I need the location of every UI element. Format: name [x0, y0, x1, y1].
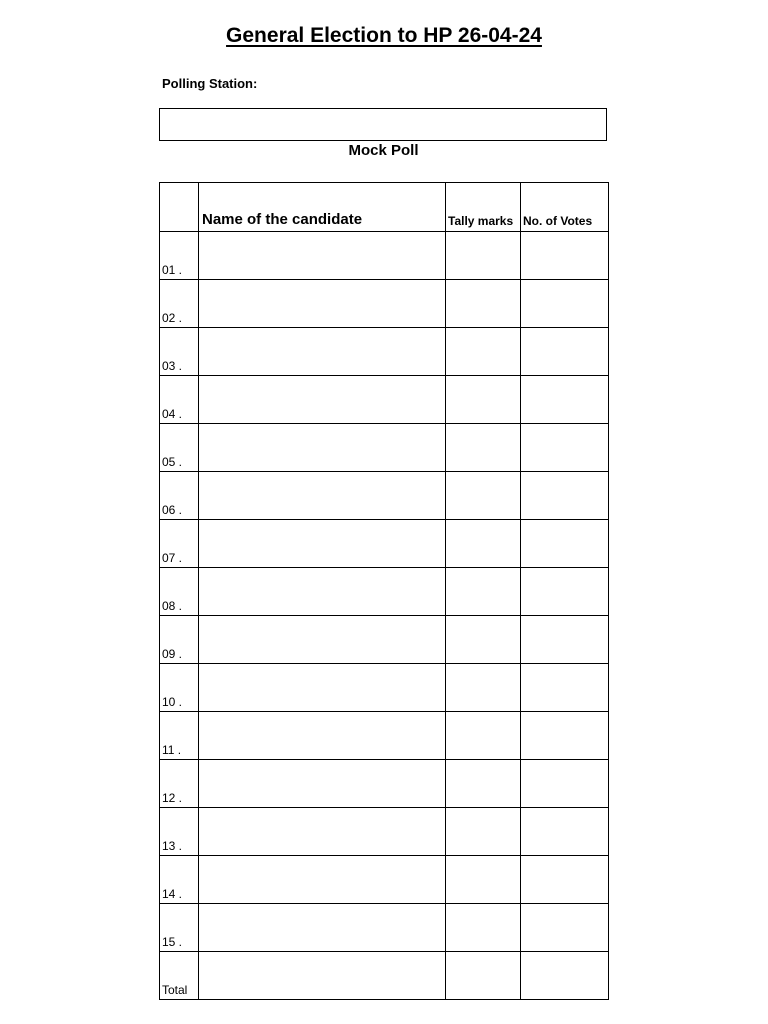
row-serial: 01 .	[160, 232, 199, 280]
table-row	[160, 904, 609, 952]
polling-station-label: Polling Station:	[162, 76, 258, 91]
table-row	[160, 472, 609, 520]
votes-cell[interactable]	[521, 760, 609, 808]
header-no-of-votes: No. of Votes	[521, 183, 609, 232]
table-row	[160, 808, 609, 856]
candidate-name-cell[interactable]	[199, 904, 446, 952]
votes-cell[interactable]	[521, 856, 609, 904]
table-row	[160, 520, 609, 568]
votes-cell[interactable]	[521, 424, 609, 472]
row-serial: 11 .	[160, 712, 199, 760]
tally-marks-cell[interactable]	[446, 856, 521, 904]
row-serial: 08 .	[160, 568, 199, 616]
votes-cell[interactable]	[521, 376, 609, 424]
row-serial: 03 .	[160, 328, 199, 376]
row-serial: 09 .	[160, 616, 199, 664]
header-candidate-name: Name of the candidate	[199, 183, 446, 232]
table-header-row	[160, 183, 609, 232]
page-title: General Election to HP 26-04-24	[226, 24, 542, 47]
table-row	[160, 616, 609, 664]
table-row	[160, 280, 609, 328]
total-row	[160, 952, 609, 1000]
tally-marks-cell[interactable]	[446, 328, 521, 376]
tally-marks-cell[interactable]	[446, 760, 521, 808]
total-name-cell[interactable]	[199, 952, 446, 1000]
votes-cell[interactable]	[521, 664, 609, 712]
row-serial: 12 .	[160, 760, 199, 808]
tally-marks-cell[interactable]	[446, 376, 521, 424]
row-serial: 04 .	[160, 376, 199, 424]
total-tally-cell[interactable]	[446, 952, 521, 1000]
candidate-name-cell[interactable]	[199, 808, 446, 856]
header-tally-marks: Tally marks	[446, 183, 521, 232]
table-row	[160, 328, 609, 376]
tally-marks-cell[interactable]	[446, 472, 521, 520]
row-serial: 14 .	[160, 856, 199, 904]
tally-marks-cell[interactable]	[446, 232, 521, 280]
candidate-name-cell[interactable]	[199, 568, 446, 616]
votes-cell[interactable]	[521, 328, 609, 376]
table-row	[160, 568, 609, 616]
candidate-name-cell[interactable]	[199, 520, 446, 568]
candidate-name-cell[interactable]	[199, 280, 446, 328]
table-row	[160, 664, 609, 712]
table-row	[160, 232, 609, 280]
tally-marks-cell[interactable]	[446, 808, 521, 856]
votes-cell[interactable]	[521, 472, 609, 520]
candidate-name-cell[interactable]	[199, 376, 446, 424]
candidate-name-cell[interactable]	[199, 472, 446, 520]
tally-marks-cell[interactable]	[446, 424, 521, 472]
tally-marks-cell[interactable]	[446, 568, 521, 616]
row-serial: 07 .	[160, 520, 199, 568]
row-serial: 06 .	[160, 472, 199, 520]
votes-cell[interactable]	[521, 904, 609, 952]
candidate-name-cell[interactable]	[199, 856, 446, 904]
votes-cell[interactable]	[521, 520, 609, 568]
total-label: Total	[160, 952, 199, 1000]
tally-marks-cell[interactable]	[446, 664, 521, 712]
table-row	[160, 856, 609, 904]
tally-marks-cell[interactable]	[446, 520, 521, 568]
row-serial: 05 .	[160, 424, 199, 472]
candidate-name-cell[interactable]	[199, 712, 446, 760]
polling-station-field[interactable]	[159, 108, 607, 141]
candidate-name-cell[interactable]	[199, 664, 446, 712]
votes-cell[interactable]	[521, 808, 609, 856]
votes-cell[interactable]	[521, 712, 609, 760]
votes-cell[interactable]	[521, 568, 609, 616]
total-votes-cell[interactable]	[521, 952, 609, 1000]
table-row	[160, 424, 609, 472]
header-serial	[160, 183, 199, 232]
tally-marks-cell[interactable]	[446, 280, 521, 328]
tally-marks-cell[interactable]	[446, 712, 521, 760]
section-title: Mock Poll	[348, 142, 419, 159]
votes-cell[interactable]	[521, 280, 609, 328]
votes-cell[interactable]	[521, 616, 609, 664]
row-serial: 13 .	[160, 808, 199, 856]
table-row	[160, 760, 609, 808]
candidate-name-cell[interactable]	[199, 232, 446, 280]
table-row	[160, 712, 609, 760]
candidate-name-cell[interactable]	[199, 328, 446, 376]
table-row	[160, 376, 609, 424]
tally-marks-cell[interactable]	[446, 616, 521, 664]
candidate-name-cell[interactable]	[199, 616, 446, 664]
votes-cell[interactable]	[521, 232, 609, 280]
row-serial: 15 .	[160, 904, 199, 952]
tally-table	[159, 182, 609, 1000]
tally-marks-cell[interactable]	[446, 904, 521, 952]
candidate-name-cell[interactable]	[199, 760, 446, 808]
candidate-name-cell[interactable]	[199, 424, 446, 472]
row-serial: 10 .	[160, 664, 199, 712]
row-serial: 02 .	[160, 280, 199, 328]
